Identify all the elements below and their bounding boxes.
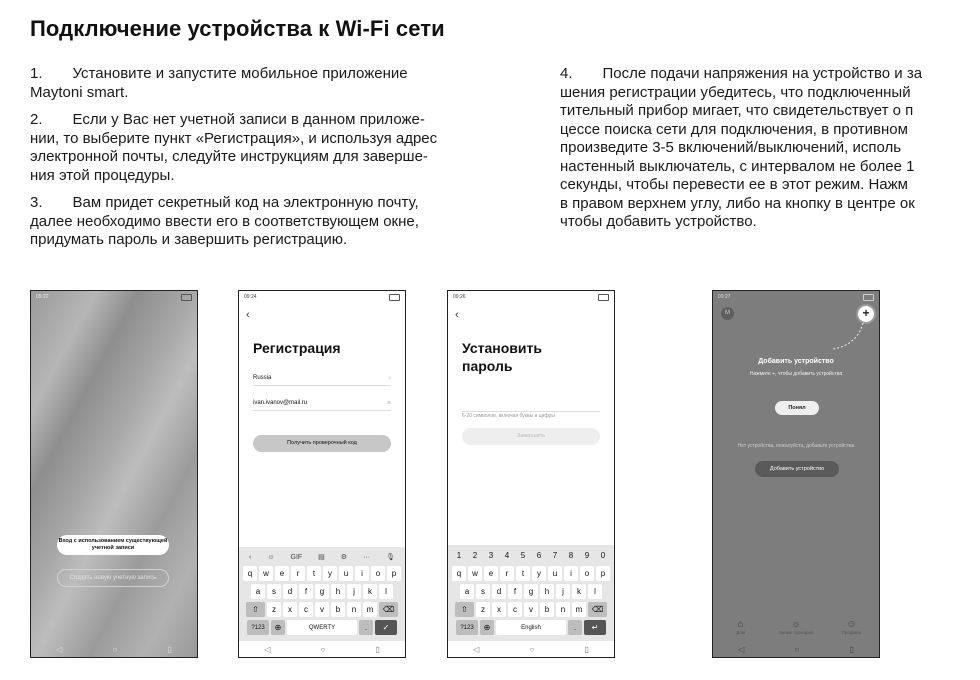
key-row-3	[241, 602, 403, 617]
key-r[interactable]: r	[291, 566, 305, 581]
key-row-1	[241, 566, 403, 581]
home-icon: ⌂	[737, 619, 744, 630]
status-bar	[713, 291, 879, 303]
symbols-key[interactable]: ?123	[456, 620, 478, 635]
sun-icon: ☼	[791, 619, 801, 630]
key-w[interactable]: w	[259, 566, 273, 581]
back-arrow-icon[interactable]: ‹	[455, 309, 459, 321]
get-code-button[interactable]: Получить проверочный код	[253, 435, 391, 452]
key-m[interactable]: m	[572, 602, 586, 617]
globe-icon[interactable]: ⊕	[480, 620, 494, 635]
add-device-button[interactable]: Добавить устройство	[755, 461, 839, 477]
nav-home-icon[interactable]: ○	[794, 644, 800, 654]
key-g[interactable]: g	[315, 584, 329, 599]
battery-icon	[389, 294, 400, 301]
key-z[interactable]: z	[267, 602, 281, 617]
space-key[interactable]: QWERTY	[287, 620, 357, 635]
key-s[interactable]: s	[476, 584, 490, 599]
key-h[interactable]: h	[331, 584, 345, 599]
key-a[interactable]: a	[251, 584, 265, 599]
key-5[interactable]: 5	[520, 551, 526, 560]
key-j[interactable]: j	[347, 584, 361, 599]
battery-icon	[863, 294, 874, 301]
page-title: Подключение устройства к Wi-Fi сети	[30, 16, 445, 41]
no-devices-text: Нет устройства, пожалуйста, добавьте устройства	[737, 443, 855, 449]
emoji-icon[interactable]: ☺	[267, 553, 275, 561]
screen-title: Установить пароль	[462, 340, 542, 374]
keyboard	[239, 547, 405, 641]
key-s[interactable]: s	[267, 584, 281, 599]
key-9[interactable]: 9	[584, 551, 590, 560]
period-key[interactable]: .	[359, 620, 373, 635]
key-k[interactable]: k	[363, 584, 377, 599]
tab-profile-label: Профиль	[841, 630, 862, 635]
key-y[interactable]: y	[532, 566, 546, 581]
key-n[interactable]: n	[347, 602, 361, 617]
battery-icon	[181, 294, 192, 301]
tab-scenes-label: Умные сценарии	[778, 630, 814, 635]
mic-icon[interactable]: 🎙	[386, 554, 395, 561]
backspace-icon[interactable]: ⌫	[379, 602, 398, 617]
key-b[interactable]: b	[331, 602, 345, 617]
nav-back-icon[interactable]: ◁	[56, 644, 63, 654]
period-key[interactable]: .	[568, 620, 582, 635]
key-w[interactable]: w	[468, 566, 482, 581]
key-h[interactable]: h	[540, 584, 554, 599]
tab-home-label: Дом	[736, 630, 745, 635]
key-1[interactable]: 1	[456, 551, 462, 560]
step-1: 1. Установите и запустите мобильное приложение Maytoni smart.	[30, 65, 408, 101]
gif-button[interactable]: GIF	[290, 553, 303, 561]
profile-icon: ☺	[846, 619, 857, 630]
key-6[interactable]: 6	[536, 551, 542, 560]
key-2[interactable]: 2	[472, 551, 478, 560]
settings-icon[interactable]: ⚙	[340, 554, 348, 561]
key-3[interactable]: 3	[488, 551, 494, 560]
collapse-icon[interactable]: ‹	[249, 553, 252, 561]
key-o[interactable]: o	[371, 566, 385, 581]
instructions-left	[30, 65, 540, 259]
key-n[interactable]: n	[556, 602, 570, 617]
status-bar	[448, 291, 614, 303]
key-row-2	[450, 584, 612, 599]
step-4: 4. После подачи напряжения на устройство и за шения регистрации убедитесь, что подключенный тительный прибор мигает, что свидетельствует о п цессе поиска сети для подключения, в противном произведите 3-5 включений/выключений, исполь настенный выключатель, с интервалом не более 1 секунды, чтобы перевести ее в этот режим. Нажм в правом верхнем углу, либо на кнопку в центре ок чтобы добавить устройство.	[560, 65, 923, 230]
login-existing-button[interactable]: Вход с использованием существующей учетной записи	[57, 535, 169, 555]
key-v[interactable]: v	[524, 602, 538, 617]
key-p[interactable]: p	[387, 566, 401, 581]
key-7[interactable]: 7	[552, 551, 558, 560]
tab-scenes[interactable]	[771, 619, 821, 635]
status-bar	[239, 291, 405, 303]
enter-icon[interactable]: ↵	[584, 620, 606, 635]
country-value: Russia	[253, 375, 272, 381]
nav-recents-icon[interactable]: ▯	[849, 644, 854, 654]
password-hint: 6-20 символов, включая буквы и цифры	[462, 413, 555, 419]
key-a[interactable]: a	[460, 584, 474, 599]
screen-title: Регистрация	[253, 340, 341, 356]
key-z[interactable]: z	[476, 602, 490, 617]
more-icon[interactable]: ···	[363, 553, 371, 561]
keyboard	[448, 545, 614, 641]
got-it-button[interactable]: Понял	[775, 401, 819, 415]
key-b[interactable]: b	[540, 602, 554, 617]
key-r[interactable]: r	[500, 566, 514, 581]
key-j[interactable]: j	[556, 584, 570, 599]
tab-profile[interactable]	[826, 619, 876, 635]
clear-icon[interactable]: ×	[386, 399, 391, 407]
key-l[interactable]: l	[588, 584, 602, 599]
key-m[interactable]: m	[363, 602, 377, 617]
avatar[interactable]: M	[721, 307, 734, 320]
finish-button[interactable]: Завершить	[462, 428, 600, 445]
key-i[interactable]: i	[564, 566, 578, 581]
nav-recents-icon[interactable]: ▯	[375, 644, 380, 654]
backspace-icon[interactable]: ⌫	[588, 602, 607, 617]
add-device-title: Добавить устройство	[758, 358, 834, 365]
space-key[interactable]: English	[496, 620, 566, 635]
system-nav-bar	[31, 641, 197, 657]
key-row-4	[450, 620, 612, 635]
dashed-pointer-icon	[827, 321, 867, 351]
password-field[interactable]	[462, 397, 600, 412]
key-v[interactable]: v	[315, 602, 329, 617]
email-field[interactable]	[253, 396, 391, 411]
symbols-key[interactable]: ?123	[247, 620, 269, 635]
key-c[interactable]: c	[508, 602, 522, 617]
key-g[interactable]: g	[524, 584, 538, 599]
done-check-icon[interactable]: ✓	[375, 620, 397, 635]
shift-icon[interactable]: ⇧	[246, 602, 265, 617]
add-plus-icon[interactable]: +	[858, 306, 874, 322]
key-x[interactable]: x	[283, 602, 297, 617]
nav-recents-icon[interactable]: ▯	[167, 644, 172, 654]
status-time: 09:27	[718, 294, 731, 300]
tab-home[interactable]	[716, 619, 766, 635]
system-nav-bar	[239, 641, 405, 657]
nav-recents-icon[interactable]: ▯	[584, 644, 589, 654]
add-device-hint: Нажмите +, чтобы добавить устройства	[749, 371, 843, 377]
key-0[interactable]: 0	[600, 551, 606, 560]
key-i[interactable]: i	[355, 566, 369, 581]
phone-screen-add-device	[712, 290, 880, 658]
number-row	[450, 548, 612, 563]
key-row-3	[450, 602, 612, 617]
shift-icon[interactable]: ⇧	[455, 602, 474, 617]
status-time: 09:22	[36, 294, 49, 300]
phone-screen-set-password	[447, 290, 615, 658]
back-arrow-icon[interactable]: ‹	[246, 309, 250, 321]
create-account-button[interactable]: Создать новую учетную запись	[57, 569, 169, 587]
key-row-2	[241, 584, 403, 599]
nav-home-icon[interactable]: ○	[529, 644, 535, 654]
key-f[interactable]: f	[299, 584, 313, 599]
status-bar	[31, 291, 197, 303]
key-l[interactable]: l	[379, 584, 393, 599]
phone-screen-registration	[238, 290, 406, 658]
globe-icon[interactable]: ⊕	[271, 620, 285, 635]
system-nav-bar	[713, 641, 879, 657]
country-field[interactable]	[253, 371, 391, 386]
key-u[interactable]: u	[548, 566, 562, 581]
bottom-tabs	[713, 619, 879, 635]
system-nav-bar	[448, 641, 614, 657]
key-c[interactable]: c	[299, 602, 313, 617]
step-3: 3. Вам придет секретный код на электронную почту, далее необходимо ввести его в соответствующем окне, придумать пароль и завершить регистрацию.	[30, 194, 419, 248]
phone-screen-login	[30, 290, 198, 658]
key-u[interactable]: u	[339, 566, 353, 581]
nav-home-icon[interactable]: ○	[320, 644, 326, 654]
key-x[interactable]: x	[492, 602, 506, 617]
key-q[interactable]: q	[452, 566, 466, 581]
key-8[interactable]: 8	[568, 551, 574, 560]
key-f[interactable]: f	[508, 584, 522, 599]
key-o[interactable]: o	[580, 566, 594, 581]
key-e[interactable]: e	[275, 566, 289, 581]
key-e[interactable]: e	[484, 566, 498, 581]
key-k[interactable]: k	[572, 584, 586, 599]
key-y[interactable]: y	[323, 566, 337, 581]
clipboard-icon[interactable]: ▤	[318, 554, 325, 561]
key-row-1	[450, 566, 612, 581]
key-d[interactable]: d	[283, 584, 297, 599]
key-p[interactable]: p	[596, 566, 610, 581]
nav-home-icon[interactable]: ○	[112, 644, 118, 654]
key-4[interactable]: 4	[504, 551, 510, 560]
chevron-right-icon: ›	[388, 374, 391, 382]
nav-back-icon[interactable]: ◁	[264, 644, 271, 654]
email-value: ivan.ivanov@mail.ru	[253, 400, 308, 406]
nav-back-icon[interactable]: ◁	[738, 644, 745, 654]
keyboard-toolbar	[241, 550, 403, 564]
nav-back-icon[interactable]: ◁	[473, 644, 480, 654]
battery-icon	[598, 294, 609, 301]
key-row-4	[241, 620, 403, 635]
status-time: 09:24	[244, 294, 257, 300]
step-2: 2. Если у Вас нет учетной записи в данном приложе- нии, то выберите пункт «Регистрация», и используя адрес электронной почты, следуйте инструкциям для заверше- ния этой процедуры.	[30, 111, 438, 184]
key-d[interactable]: d	[492, 584, 506, 599]
key-t[interactable]: t	[516, 566, 530, 581]
key-q[interactable]: q	[243, 566, 257, 581]
instructions-right	[560, 65, 980, 241]
key-t[interactable]: t	[307, 566, 321, 581]
status-time: 09:26	[453, 294, 466, 300]
